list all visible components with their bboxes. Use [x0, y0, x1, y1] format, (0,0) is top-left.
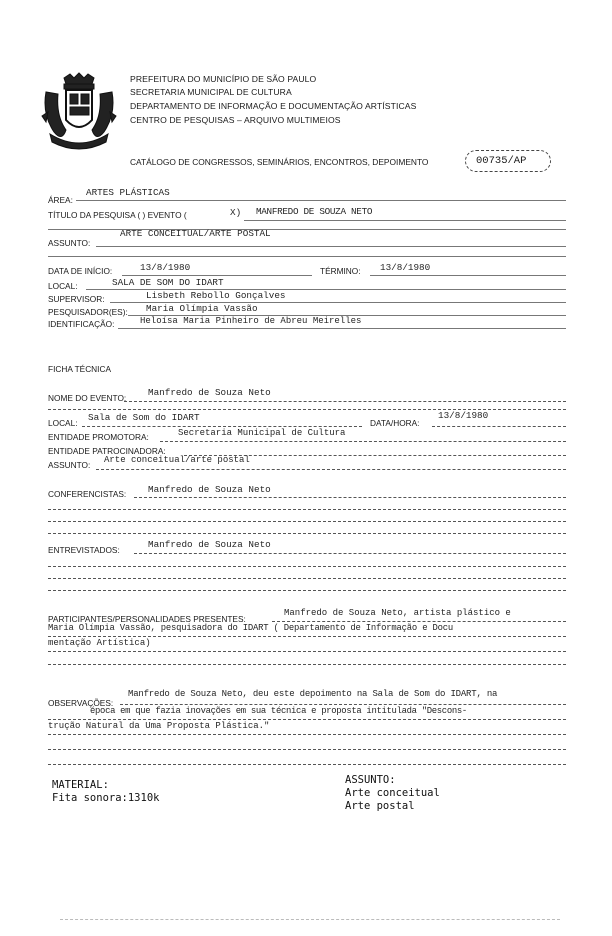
supervisor-value: Lisbeth Rebollo Gonçalves	[146, 290, 286, 301]
termino-label: TÉRMINO:	[320, 266, 361, 276]
titulo-value: MANFREDO DE SOUZA NETO	[256, 206, 373, 217]
nome-evento-value: Manfredo de Souza Neto	[148, 387, 271, 398]
nome-evento-line	[124, 401, 566, 402]
ficha-assunto-label: ASSUNTO:	[48, 460, 91, 470]
participantes-rule-3	[48, 651, 566, 652]
assunto-label: ASSUNTO:	[48, 238, 91, 248]
termino-line	[370, 275, 566, 276]
participantes-line1: Manfredo de Souza Neto, artista plástico e	[284, 608, 511, 618]
participantes-label: PARTICIPANTES/PERSONALIDADES PRESENTES:	[48, 614, 246, 624]
header-secretaria: SECRETARIA MUNICIPAL DE CULTURA	[130, 87, 292, 97]
conferencistas-line	[134, 497, 566, 498]
coat-of-arms-logo	[40, 72, 118, 152]
identificacao-label: IDENTIFICAÇÃO:	[48, 319, 115, 329]
observacoes-rule-4	[48, 749, 566, 750]
assunto-value: ARTE CONCEITUAL/ARTE POSTAL	[120, 228, 271, 239]
participantes-line2: Maria Olímpia Vassão, pesquisadora do IDART ( Departamento de Informação e Docu	[48, 623, 453, 633]
nome-evento-line-2	[48, 409, 566, 410]
datahora-line	[432, 426, 566, 427]
header-prefeitura: PREFEITURA DO MUNICÍPIO DE SÃO PAULO	[130, 74, 317, 84]
participantes-rule-2	[48, 636, 566, 637]
local-value: SALA DE SOM DO IDART	[112, 277, 224, 288]
entrevistados-value: Manfredo de Souza Neto	[148, 539, 271, 550]
promotora-line	[160, 441, 566, 442]
promotora-label: ENTIDADE PROMOTORA:	[48, 432, 149, 442]
entrevistados-line-2	[48, 566, 566, 567]
evento-mark: X)	[230, 207, 242, 218]
material-value: Fita sonora:1310k	[52, 792, 160, 804]
ficha-assunto-value: Arte conceitual/arte postal	[104, 455, 250, 465]
header-centro: CENTRO DE PESQUISAS – ARQUIVO MULTIMEIOS	[130, 115, 341, 125]
assunto-line	[96, 246, 566, 247]
header-departamento: DEPARTAMENTO DE INFORMAÇÃO E DOCUMENTAÇÃO ARTÍSTICAS	[130, 101, 417, 111]
observacoes-rule-1	[120, 704, 566, 705]
observacoes-line2: época em que fazia inovações em sua técnica e proposta intitulada "Descons-	[90, 706, 467, 716]
datahora-label: DATA/HORA:	[370, 418, 420, 428]
area-value: ARTES PLÁSTICAS	[86, 187, 170, 198]
entrevistados-line-4	[48, 590, 566, 591]
nome-evento-label: NOME DO EVENTO:	[48, 393, 127, 403]
local-label: LOCAL:	[48, 281, 78, 291]
conferencistas-label: CONFERENCISTAS:	[48, 489, 127, 499]
conferencistas-value: Manfredo de Souza Neto	[148, 484, 271, 495]
bottom-rule	[60, 919, 560, 920]
pesquisadores-label: PESQUISADOR(ES):	[48, 307, 128, 317]
footer-assunto-line1: Arte conceitual	[345, 787, 440, 799]
participantes-line3: mentação Artística)	[48, 638, 151, 648]
assunto-line-2	[48, 256, 566, 257]
observacoes-line1: Manfredo de Souza Neto, deu este depoimento na Sala de Som do IDART, na	[128, 689, 498, 699]
inicio-value: 13/8/1980	[140, 262, 191, 273]
observacoes-line3: trução Natural da Uma Proposta Plástica."	[48, 721, 270, 731]
entrevistados-label: ENTREVISTADOS:	[48, 545, 120, 555]
catalog-code: 00735/AP	[476, 155, 527, 167]
participantes-rule-4	[48, 664, 566, 665]
ficha-assunto-line	[96, 469, 566, 470]
promotora-value: Secretaria Municipal de Cultura	[178, 428, 346, 438]
identificacao-line	[118, 328, 566, 329]
observacoes-label: OBSERVAÇÕES:	[48, 698, 114, 708]
ficha-local-line	[82, 426, 362, 427]
termino-value: 13/8/1980	[380, 262, 431, 273]
conferencistas-line-2	[48, 509, 566, 510]
material-label: MATERIAL:	[52, 779, 109, 791]
titulo-label: TÍTULO DA PESQUISA ( ) EVENTO (	[48, 210, 187, 220]
observacoes-rule-2	[48, 719, 566, 720]
conferencistas-line-4	[48, 533, 566, 534]
area-line	[76, 200, 566, 201]
conferencistas-line-3	[48, 521, 566, 522]
inicio-label: DATA DE INÍCIO:	[48, 266, 113, 276]
ficha-local-value: Sala de Som do IDART	[88, 412, 200, 423]
identificacao-value: Heloísa Maria Pinheiro de Abreu Meirelles	[140, 316, 362, 326]
footer-assunto-line2: Arte postal	[345, 800, 415, 812]
titulo-line	[244, 220, 566, 221]
observacoes-rule-5	[48, 764, 566, 765]
observacoes-rule-3	[48, 734, 566, 735]
footer-assunto-label: ASSUNTO:	[345, 774, 396, 786]
patrocinadora-label: ENTIDADE PATROCINADORA:	[48, 446, 166, 456]
ficha-heading: FICHA TÉCNICA	[48, 364, 112, 374]
area-label: ÁREA:	[48, 195, 73, 205]
entrevistados-line	[134, 553, 566, 554]
catalog-title: CATÁLOGO DE CONGRESSOS, SEMINÁRIOS, ENCONTROS, DEPOIMENTO	[130, 157, 429, 167]
supervisor-label: SUPERVISOR:	[48, 294, 105, 304]
datahora-value: 13/8/1980	[438, 410, 489, 421]
pesquisadores-value: Maria Olímpia Vassão	[146, 303, 258, 314]
ficha-local-label: LOCAL:	[48, 418, 78, 428]
entrevistados-line-3	[48, 578, 566, 579]
inicio-line	[122, 275, 312, 276]
participantes-rule-1	[272, 621, 566, 622]
